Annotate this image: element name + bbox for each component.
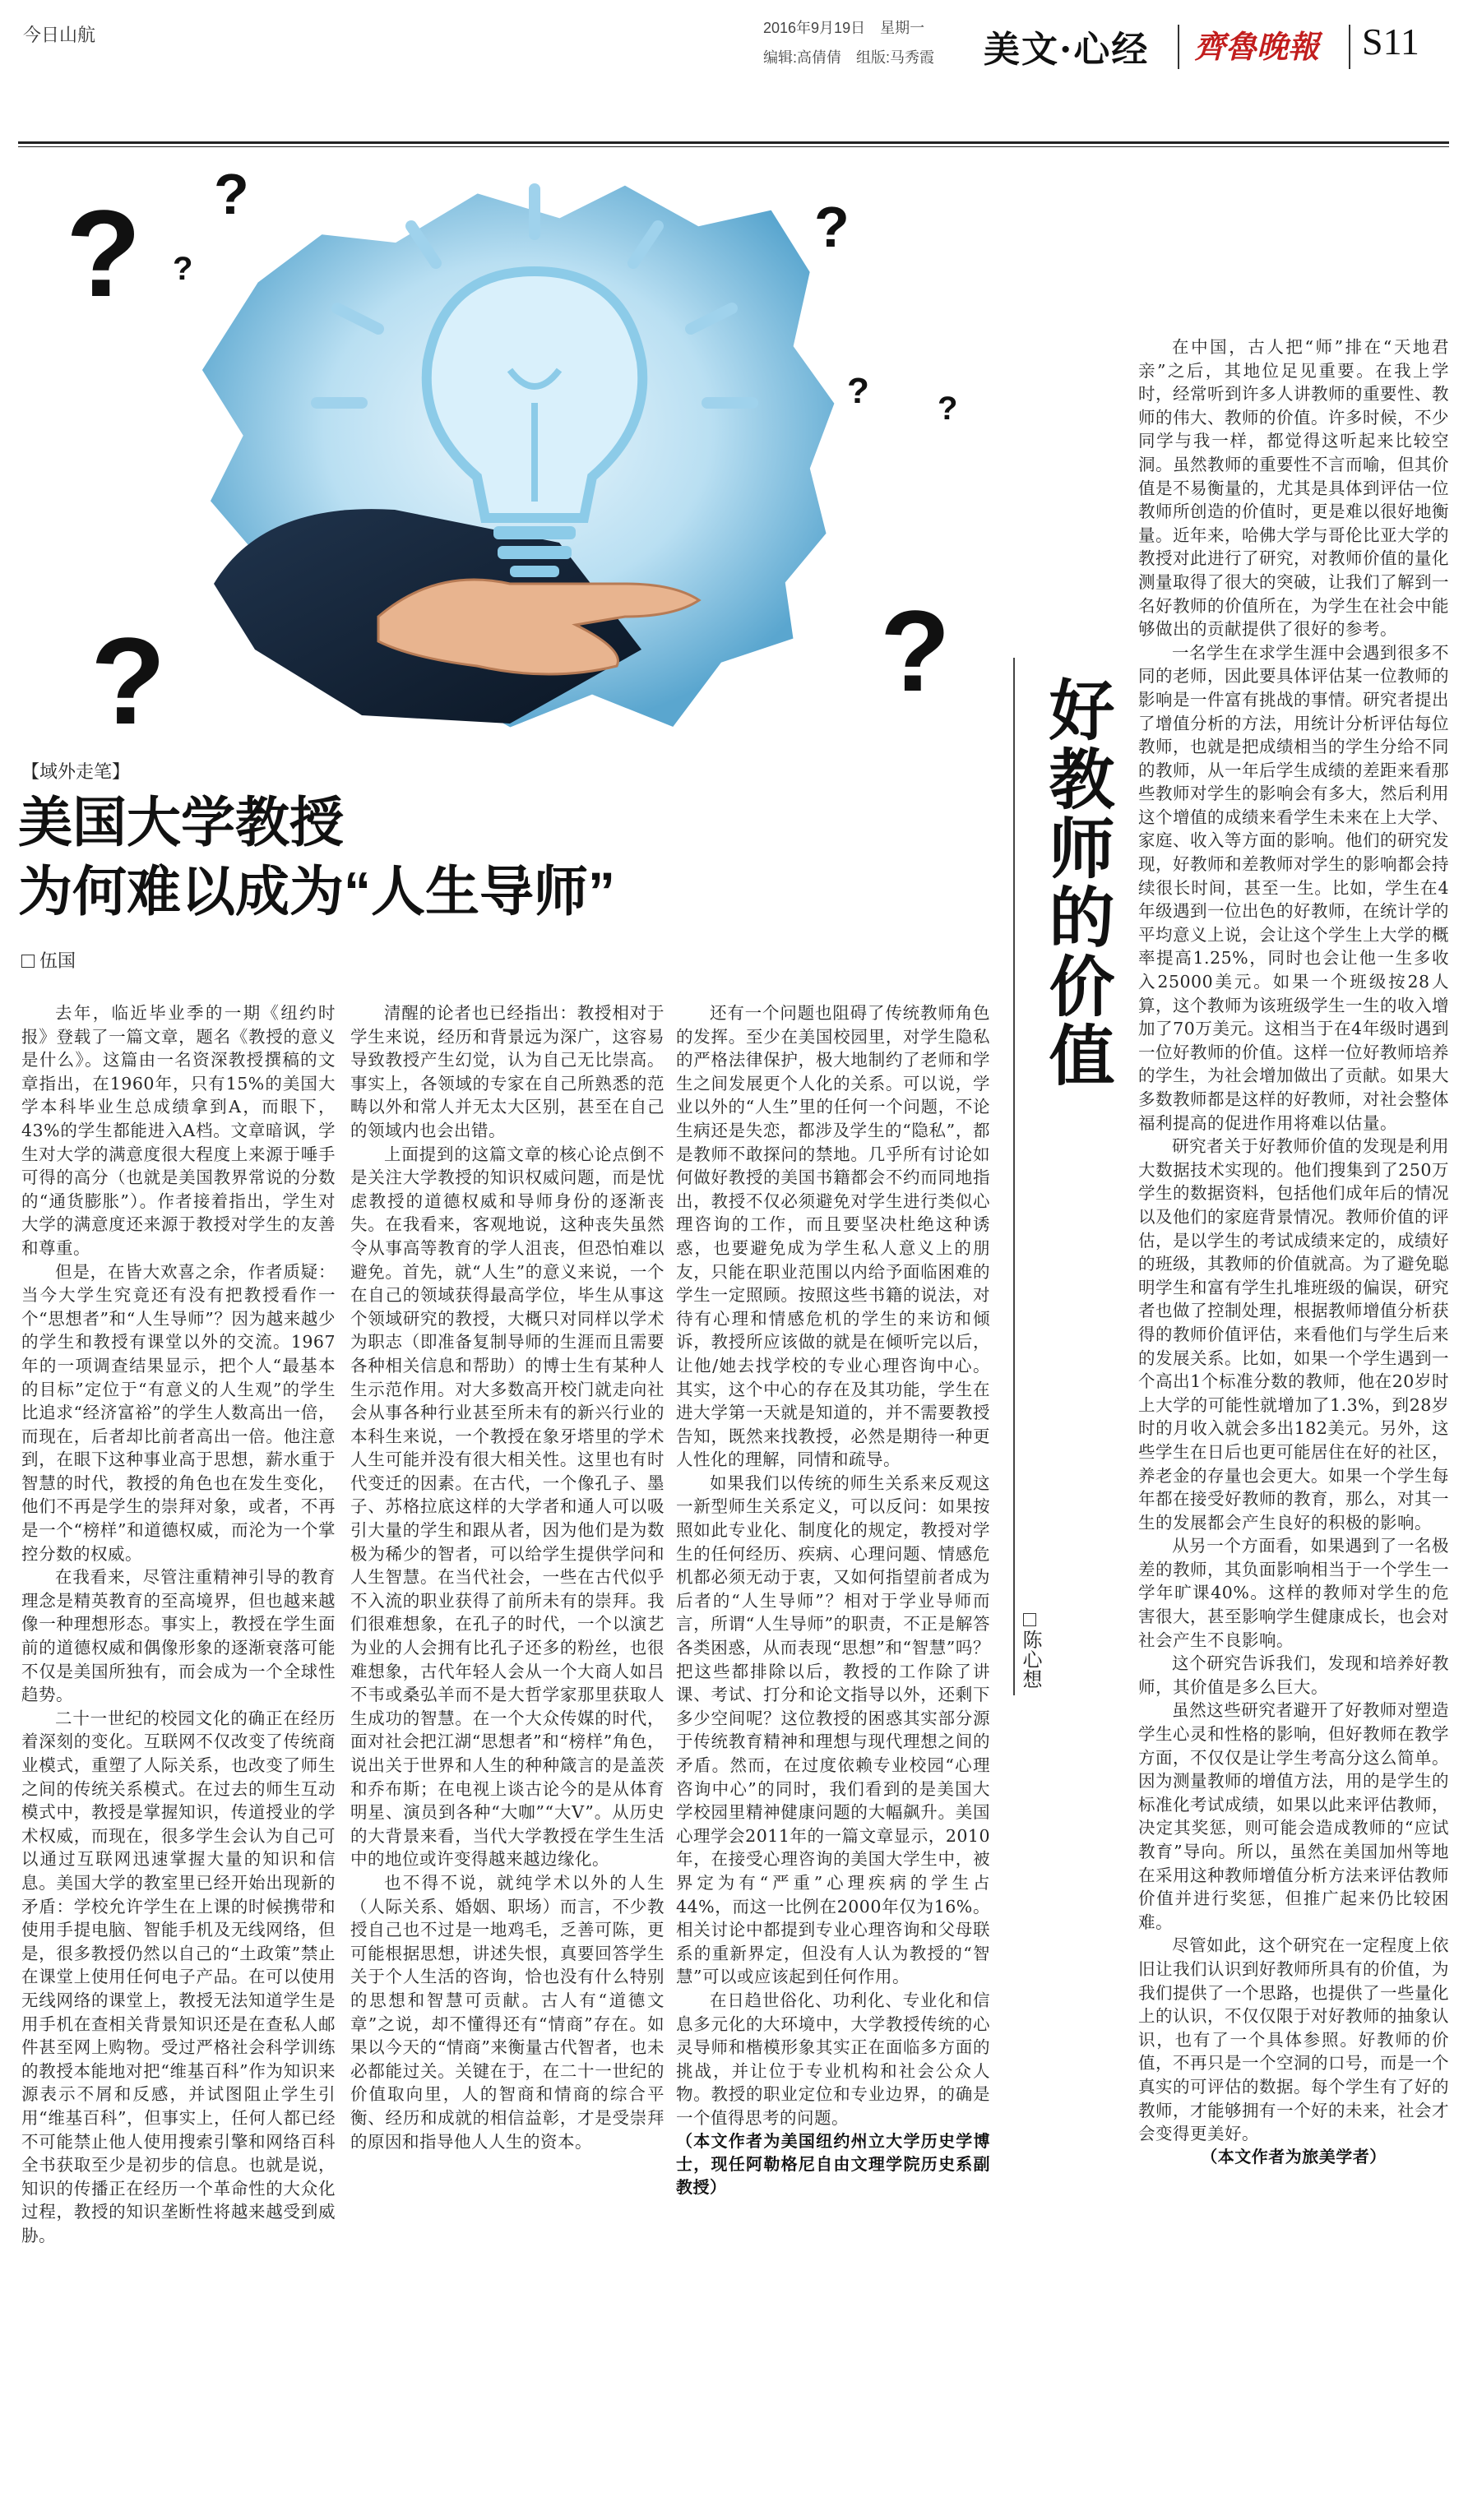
paragraph: 也不得不说，就纯学术以外的人生（人际关系、婚姻、职场）而言，不少教授自己也不过是一地鸡毛，乏善可陈，更可能根据思想，讲述失恨，真要回答学生关于个人生活的咨询，恰也没有什么特别的思想和智慧可贡献。古人有“道德文章”之说，却不懂得还有“情商”存在。如果以今天的“情商”来衡量古代智者，也未必都能过关。关键在于，在二十一世纪的价值取向里，人的智商和情商的综合平衡、经历和成就的相信益彰，才是受崇拜的原因和指导他人人生的资本。 bbox=[350, 1872, 665, 2152]
article-author bbox=[1020, 1613, 1041, 1689]
question-mark-icon: ? bbox=[938, 391, 958, 427]
question-mark-icon: ? bbox=[847, 371, 869, 411]
paragraph: 虽然这些研究者避开了好教师对塑造学生心灵和性格的影响，但好教师在教学方面，不仅仅是让学生考高分这么简单。因为测量教师的增值方法，用的是学生的标准化考试成绩，如果以此来评估教师，决定其奖惩，则可能会造成教师的“应试教育”导向。所以，虽然在美国加州等地在采用这种教师增值分析方法来评估教师价值并进行奖惩，但推广起来仍比较困难。 bbox=[1138, 1700, 1449, 1932]
paragraph: 在我看来，尽管注重精神引导的教育理念是精英教育的至高境界，但也越来越像一种理想形态。事实上，教授在学生面前的道德权威和偶像形象的逐渐衰落可能不仅是美国所独有，而会成为一个全球性趋势。 bbox=[21, 1567, 336, 1705]
question-mark-icon: ? bbox=[90, 612, 166, 748]
author-name: 陈心想 bbox=[1019, 1630, 1041, 1689]
header-divider bbox=[1349, 25, 1350, 69]
paragraph: 尽管如此，这个研究在一定程度上依旧让我们认识到好教师所具有的价值，为我们提供了一个思路，也提供了一些量化上的认识，不仅仅限于对好教师的抽象认识，也有了一个具体参照。好教师的价值，不再只是一个空洞的口号，而是一个真实的可评估的数据。每个学生有了好的教师，才能够拥有一个好的未来，社会才会变得更美好。 bbox=[1138, 1935, 1449, 2144]
newspaper-logo: 齊魯晚報 bbox=[1194, 28, 1320, 65]
author-name: 伍国 bbox=[39, 950, 76, 971]
article-kicker: 【域外走笔】 bbox=[21, 761, 131, 782]
issue-date: 2016年9月19日 星期一 bbox=[763, 20, 925, 36]
paragraph: 清醒的论者也已经指出：教授相对于学生来说，经历和背景远为深广，这容易导致教授产生幻觉，认为自己无比崇高。事实上，各领域的专家在自己所熟悉的范畴以外和常人并无太大区别，甚至在自己的领域内也会出错。 bbox=[350, 1003, 665, 1140]
article-column-4 bbox=[1138, 335, 1449, 2169]
article-column-2 bbox=[350, 1001, 665, 2153]
byline-box bbox=[1023, 1613, 1036, 1626]
paragraph: 去年，临近毕业季的一期《纽约时报》登载了一篇文章，题名《教授的意义是什么》。这篇由一名资深教授撰稿的文章指出，在1960年，只有15%的美国大学本科毕业生总成绩拿到A，而眼下，43%的学生都能进入A档。文章暗讽，学生对大学的满意度很大程度上来源于唾手可得的高分（也就是美国教界常说的分数的“通货膨胀”）。作者接着指出，学生对大学的满意度还来源于教授对学生的友善和尊重。 bbox=[21, 1003, 336, 1258]
author-bio: （本文作者为旅美学者） bbox=[1201, 2148, 1387, 2166]
title-line-1: 美国大学教授 bbox=[18, 792, 344, 853]
paragraph: 在日趋世俗化、功利化、专业化和信息多元化的大环境中，大学教授传统的心灵导师和楷模形象其实正在面临多方面的挑战，并让位于专业机构和社会公众人物。教授的职业定位和专业边界，的确是一个值得思考的问题。 bbox=[676, 1990, 990, 2128]
article-column-3 bbox=[676, 1001, 990, 2199]
title-line-2: 为何难以成为“人生导师” bbox=[18, 861, 615, 922]
question-mark-icon: ? bbox=[214, 162, 249, 226]
paragraph: 这个研究告诉我们，发现和培养好教师，其价值是多么巨大。 bbox=[1138, 1653, 1449, 1697]
header-rule bbox=[18, 146, 1449, 147]
column-label: 今日山航 bbox=[23, 25, 96, 45]
byline-box bbox=[21, 955, 35, 968]
paragraph: 一名学生在求学生涯中会遇到很多不同的老师，因此要具体评估某一位教师的影响是一件富有挑战的事情。研究者提出了增值分析的方法，用统计分析评估每位教师，也就是把成绩相当的学生分给不同的教师，从一年后学生成绩的差距来看那些教师对学生的影响会有多大，然后利用这个增值的成绩来看学生未来在上大学、家庭、收入等方面的影响。他们的研究发现，好教师和差教师对学生的影响都会持续很长时间，甚至一生。比如，学生在4年级遇到一位出色的好教师，在统计学的平均意义上说，会让这个学生上大学的概率提高1.25%，同时也会让他一生多收入25000美元。如果一个班级按28人算，这个教师为该班级学生一生的收入增加了70万美元。这相当于在4年级时遇到一位好教师的价值。这样一位好教师培养的学生，为社会增加做出了贡献。如果大多数教师都是这样的好教师，对社会整体福利提高的促进作用将难以估量。 bbox=[1138, 642, 1449, 1133]
paragraph: 在中国，古人把“师”排在“天地君亲”之后，其地位足见重要。在我上学时，经常听到许多人讲教师的重要性、教师的伟大、教师的价值。许多时候，不少同学与我一样，都觉得这听起来比较空洞。虽然教师的重要性不言而喻，但其价值是不易衡量的，尤其是具体到评估一位教师所创造的价值时，更是难以很好地衡量。近年来，哈佛大学与哥伦比亚大学的教授对此进行了研究，对教师价值的量化测量取得了很大的突破，让我们了解到一名好教师的价值所在，为学生在社会中能够做出的贡献提供了很好的参考。 bbox=[1138, 337, 1449, 640]
paragraph: 如果我们以传统的师生关系来反观这一新型师生关系定义，可以反问：如果按照如此专业化、制度化的规定，教授对学生的任何经历、疾病、心理问题、情感危机都必须无动于衷，又如何指望前者成为后者的“人生导师”？相对于学业导师而言，所谓“人生导师”的职责，不正是解答各类困惑，从而表现“思想”和“智慧”吗？把这些都排除以后，教授的工作除了讲课、考试、打分和论文指导以外，还剩下多少空间呢？这位教授的困惑其实部分源于传统教育精神和理想与现代理想之间的矛盾。然而，在过度依赖专业校园“心理咨询中心”的同时，我们看到的是美国大学校园里精神健康问题的大幅飙升。美国心理学会2011年的一篇文章显示，2010年，在接受心理咨询的美国大学生中，被界定为有“严重”心理疾病的学生占44%，而这一比例在2000年仅为16%。相关讨论中都提到专业心理咨询和父母联系的重新界定，但没有人认为教授的“智慧”可以或应该起到任何作用。 bbox=[676, 1473, 990, 1987]
column-divider bbox=[1013, 658, 1015, 1695]
question-mark-icon: ? bbox=[173, 251, 193, 287]
paragraph: 二十一世纪的校园文化的确正在经历着深刻的变化。互联网不仅改变了传统商业模式，重塑了人际关系，也改变了师生之间的传统关系模式。在过去的师生互动模式中，教授是掌握知识，传道授业的学术权威，而现在，很多学生会认为自己可以通过互联网迅速掌握大量的知识和信息。美国大学的教室里已经开始出现新的矛盾：学校允许学生在上课的时候携带和使用手提电脑、智能手机及无线网络，但是，很多教授仍然以自己的“土政策”禁止在课堂上使用任何电子产品。在可以使用无线网络的课堂上，教授无法知道学生是用手机在查相关背景知识还是在查私人邮件甚至网上购物。受过严格社会科学训练的教授本能地对把“维基百科”作为知识来源表示不屑和反感，并试图阻止学生引用“维基百科”，但事实上，任何人都已经不可能禁止他人使用搜索引擎和网络百科全书获取至少是初步的信息。也就是说，知识的传播正在经历一个革命性的大众化过程，教授的知识垄断性将越来越受到威胁。 bbox=[21, 1708, 336, 2245]
question-mark-icon: ? bbox=[66, 184, 141, 322]
article-column-1 bbox=[21, 1001, 336, 2247]
question-mark-icon: ? bbox=[880, 586, 951, 715]
paragraph: 上面提到的这篇文章的核心论点倒不是关注大学教授的知识权威问题，而是忧虑教授的道德权威和导师身份的逐渐丧失。在我看来，客观地说，这种丧失虽然令从事高等教育的学人沮丧，但恐怕难以避免。首先，就“人生”的意义来说，一个在自己的领域获得最高学位，毕生从事这个领域研究的教授，大概只对同样以学术为职志（即准备复制导师的生涯而且需要各种相关信息和帮助）的博士生有某种人生示范作用。对大多数高开校门就走向社会从事各种行业甚至所未有的新兴行业的本科生来说，一个教授在象牙塔里的学术人生可能并没有很大相关性。这里也有时代变迁的因素。在古代，一个像孔子、墨子、苏格拉底这样的大学者和通人可以吸引大量的学生和跟从者，因为他们是为数极为稀少的智者，可以给学生提供学问和人生智慧。在当代社会，一些在古代似乎不入流的职业获得了前所未有的崇拜。我们很难想象，在孔子的时代，一个以演艺为业的人会拥有比孔子还多的粉丝，也很难想象，古代年轻人会从一个大商人如吕不韦或桑弘羊而不是大哲学家那里获取人生成功的智慧。在一个大众传媒的时代，面对社会把江湖“思想者”和“榜样”角色，说出关于世界和人生的种种箴言的是盖茨和乔布斯；在电视上谈古论今的是从体育明星、演员到各种“大咖”“大V”。从历史的大背景来看，当代大学教授在学生生活中的地位或许变得越来越边缘化。 bbox=[350, 1144, 665, 1870]
page-number: S11 bbox=[1362, 21, 1419, 62]
editor-credits: 编辑:高倩倩 组版:马秀霞 bbox=[763, 49, 935, 66]
header-divider bbox=[1178, 25, 1179, 69]
question-mark-icon: ? bbox=[814, 195, 850, 259]
lightbulb-illustration bbox=[49, 156, 1028, 748]
section-name: 美文·心经 bbox=[984, 29, 1150, 71]
paragraph: 但是，在皆大欢喜之余，作者质疑：当今大学生究竟还有没有把教授看作一个“思想者”和“人生导师”？因为越来越少的学生和教授有课堂以外的交流。1967年的一项调查结果显示，把个人“最基本的目标”定位于“有意义的人生观”的学生比追求“经济富裕”的学生人数高出一倍，而现在，后者却比前者高出一倍。他注意到，在眼下这种事业高于思想，薪水重于智慧的时代，教授的角色也在发生变化，他们不再是学生的崇拜对象，或者，不再是一个“榜样”和道德权威，而沦为一个掌控分数的权威。 bbox=[21, 1261, 336, 1564]
article-author bbox=[21, 947, 76, 973]
paragraph: 从另一个方面看，如果遇到了一名极差的教师，其负面影响相当于一个学生一学年旷课40%。这样的教师对学生的危害很大，甚至影响学生健康成长，也会对社会产生不良影响。 bbox=[1138, 1536, 1449, 1650]
header-rule bbox=[18, 141, 1449, 144]
article-title bbox=[18, 788, 615, 926]
paragraph: 研究者关于好教师价值的发现是利用大数据技术实现的。他们搜集到了250万学生的数据资料，包括他们成年后的情况以及他们的家庭背景情况。教师价值的评估，是以学生的考试成绩来定的，成绩好的班级，其教师的价值就高。为了避免聪明学生和富有学生扎堆班级的偏误，研究者也做了控制处理，根据教师增值分析获得的教师价值评估，来看他们与学生后来的发展关系。比如，如果一个学生遇到一个高出1个标准分数的教师，他在20岁时上大学的可能性就增加了1.3%，到28岁时的月收入就会多出182美元。另外，这些学生在日后也更可能居住在好的社区，养老金的存量也会更大。如果一个学生每年都在接受好教师的教育，那么，对其一生的发展都会产生良好的积极的影响。 bbox=[1138, 1136, 1449, 1533]
author-bio: （本文作者为美国纽约州立大学历史学博士，现任阿勒格尼自由文理学院历史系副教授） bbox=[676, 2132, 990, 2197]
paragraph: 还有一个问题也阻碍了传统教师角色的发挥。至少在美国校园里，对学生隐私的严格法律保护，极大地制约了老师和学生之间发展更个人化的关系。可以说，学业以外的“人生”里的任何一个问题，不论生病还是失恋，都涉及学生的“隐私”，都是教师不敢探问的禁地。几乎所有讨论如何做好教授的美国书籍都会不约而同地指出，教授不仅必须避免对学生进行类似心理咨询的工作，而且要坚决杜绝这种诱惑，也要避免成为学生私人意义上的朋友，只能在职业范围以内给予面临困难的学生一定照顾。按照这些书籍的说法，对待有心理和情感危机的学生的来访和倾诉，教授所应该做的就是在倾听完以后，让他/她去找学校的专业心理咨询中心。其实，这个中心的存在及其功能，学生在进大学第一天就是知道的，并不需要教授告知，既然来找教授，必然是期待一种更人性化的理解，同情和疏导。 bbox=[676, 1003, 990, 1470]
article-title-vertical: 好教师的价值 bbox=[1040, 676, 1113, 1090]
